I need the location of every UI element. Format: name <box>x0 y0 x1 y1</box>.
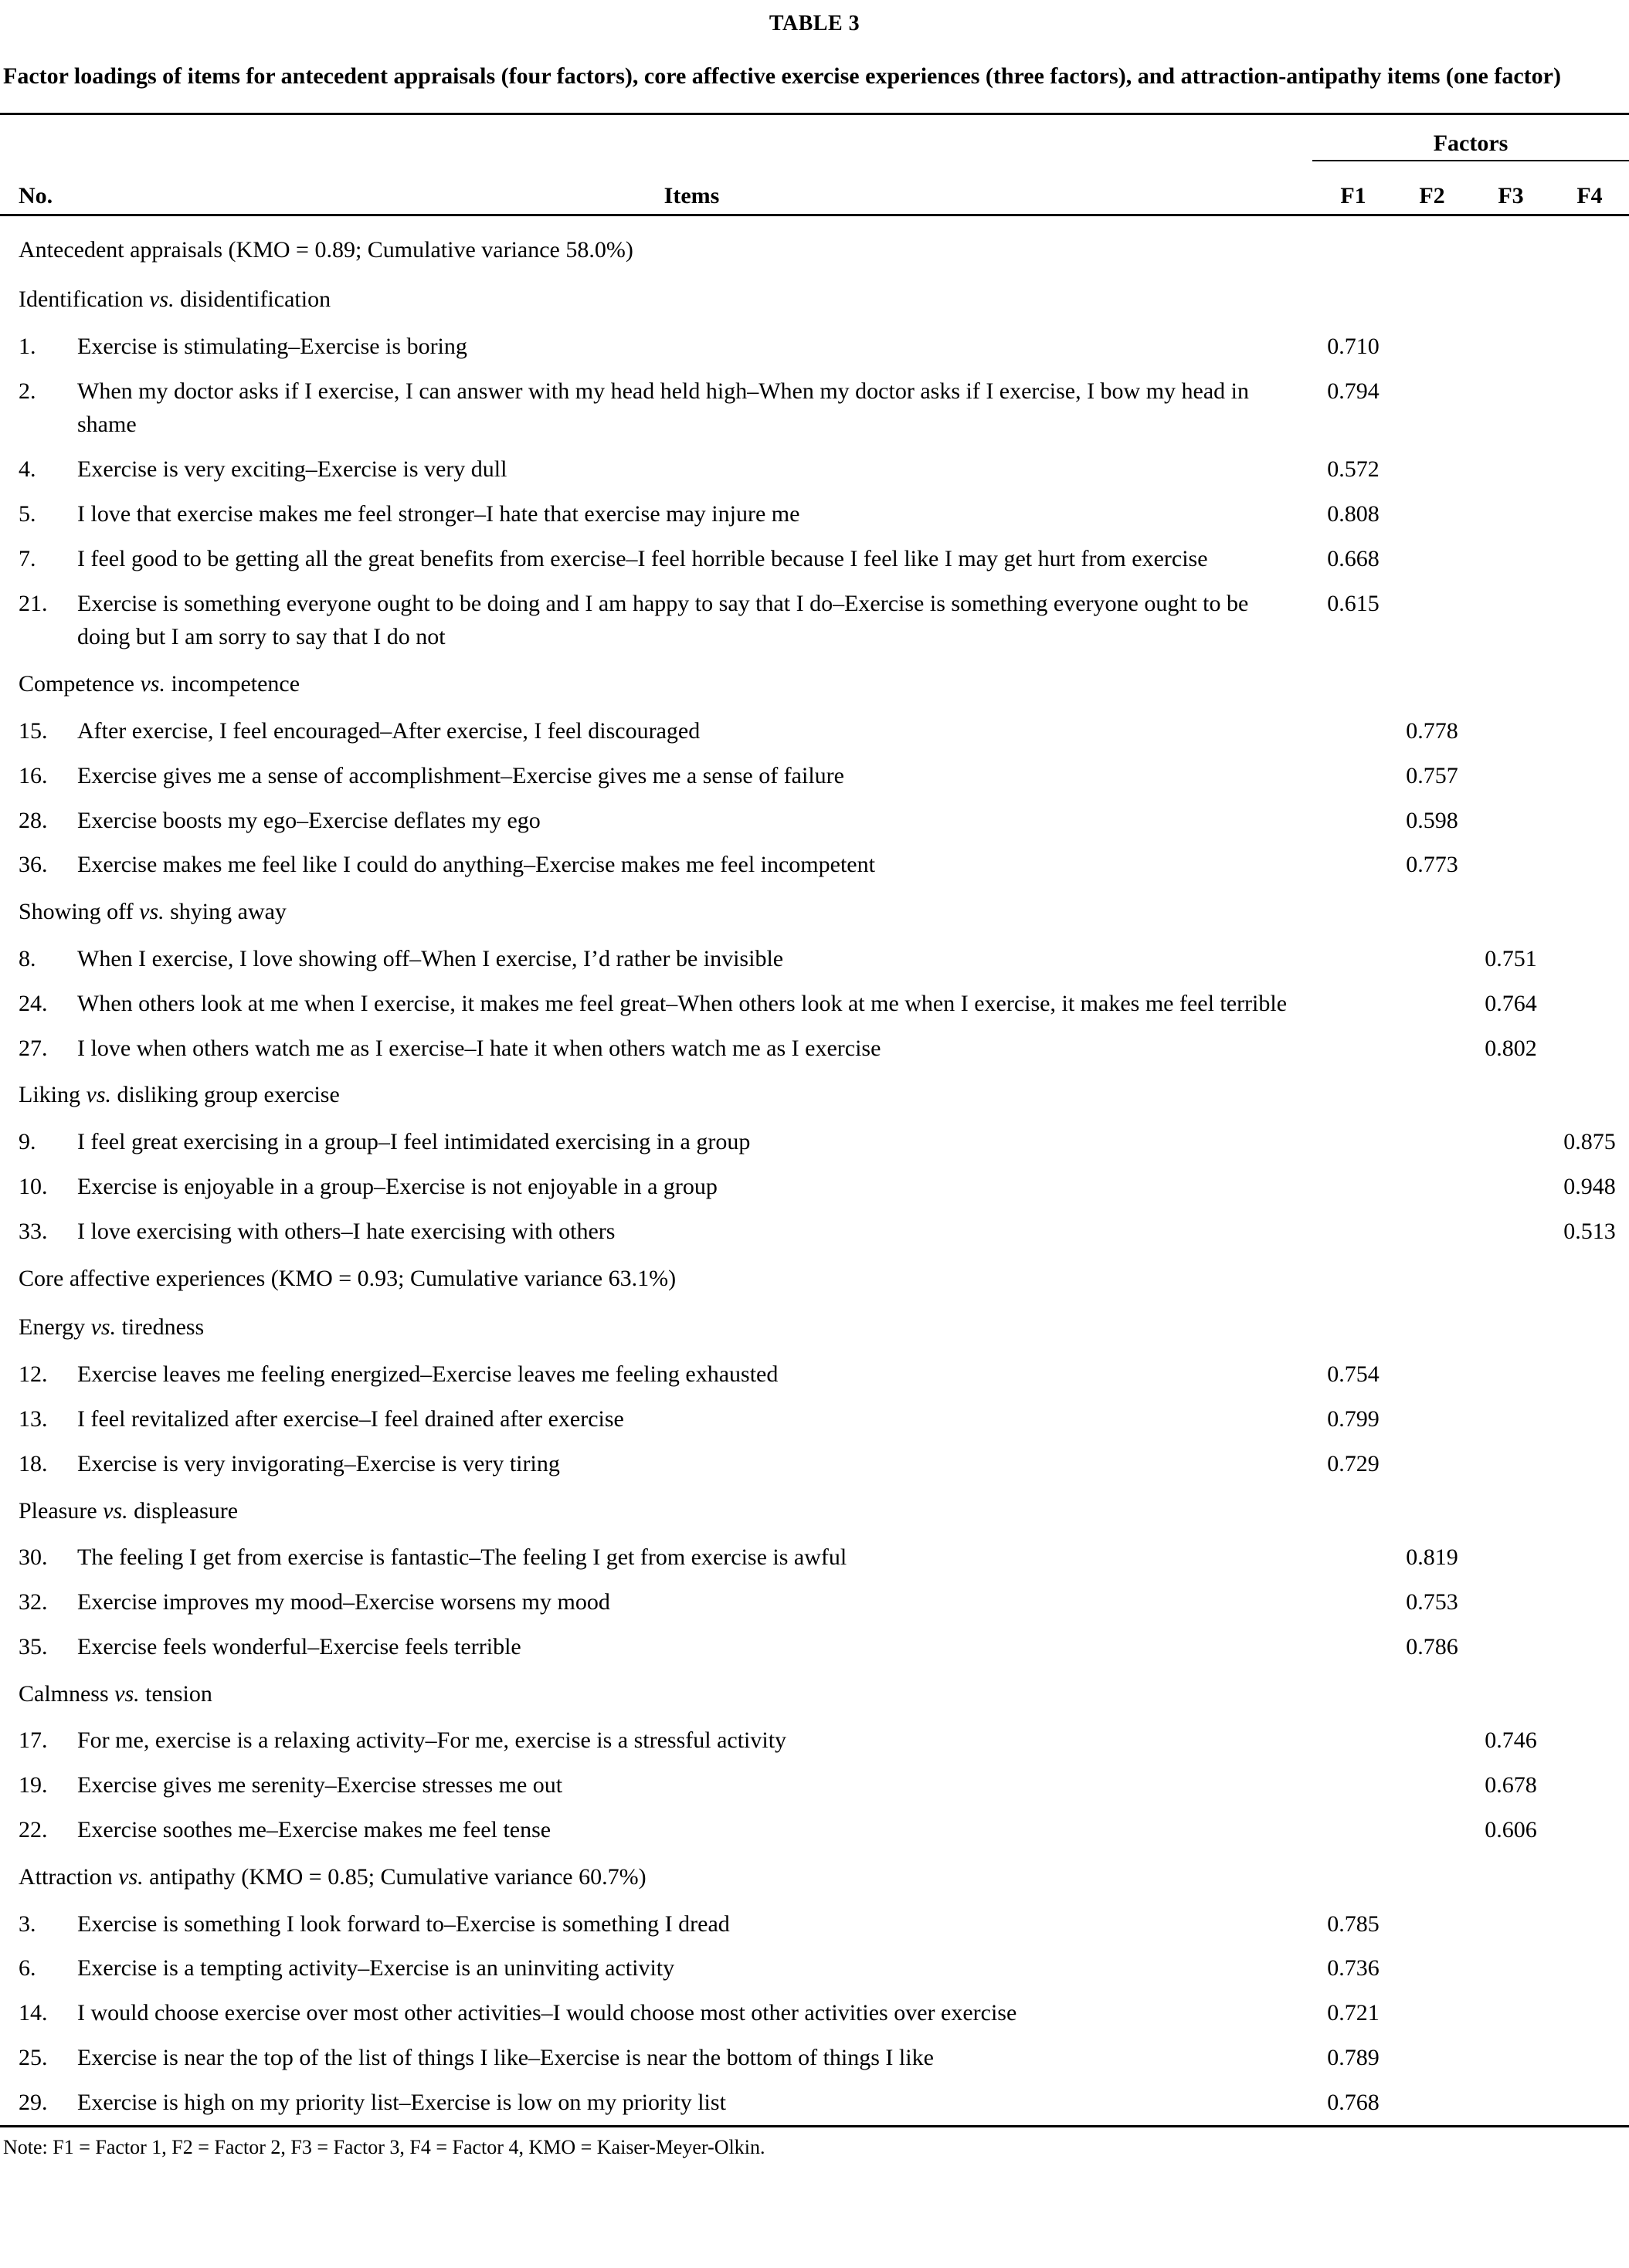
row-number: 15. <box>19 717 48 744</box>
factors-group-rule <box>0 160 1629 161</box>
table-row <box>0 798 1629 843</box>
row-number: 28. <box>19 807 48 833</box>
table-caption: Factor loadings of items for antecedent appraisals (four factors), core affective exercise experiences (three factors), and attraction-antipathy items (one factor) <box>3 63 1561 89</box>
section-heading-text: Attraction <box>19 1863 119 1890</box>
factors-group-header-row <box>0 115 1629 160</box>
row-loading-f1: 0.710 <box>1327 333 1380 359</box>
table-row <box>0 937 1629 981</box>
factors-rule-line <box>1312 160 1629 161</box>
section-heading-vs: vs. <box>86 1082 111 1108</box>
table-row <box>0 324 1629 369</box>
column-header-f4: F4 <box>1576 183 1603 209</box>
row-item-text: I love that exercise makes me feel stronger–I hate that exercise may injure me <box>77 500 800 527</box>
table-row <box>0 537 1629 581</box>
section-heading <box>0 887 1629 937</box>
table-row <box>0 1946 1629 1991</box>
row-item-text: When others look at me when I exercise, it makes me feel great–When others look at me when I exercise, it makes me feel terrible <box>77 990 1288 1016</box>
row-number: 5. <box>19 500 36 527</box>
row-number: 8. <box>19 945 36 971</box>
row-number: 2. <box>19 378 36 404</box>
row-item-text: I love exercising with others–I hate exercising with others <box>77 1218 616 1244</box>
row-loading-f3: 0.678 <box>1485 1772 1537 1798</box>
section-heading-tail: disidentification <box>174 286 331 312</box>
row-item-text: Exercise gives me a sense of accomplishment–Exercise gives me a sense of failure <box>77 762 844 788</box>
section-heading-tail: shying away <box>164 899 287 925</box>
table-row <box>0 369 1629 448</box>
section-heading-tail: displeasure <box>127 1497 239 1524</box>
row-item-text: The feeling I get from exercise is fantastic–The feeling I get from exercise is awful <box>77 1544 847 1571</box>
section-heading-vs: vs. <box>140 671 165 697</box>
row-loading-f2: 0.773 <box>1406 852 1458 878</box>
section-heading-text: Competence <box>19 671 141 697</box>
row-number: 6. <box>19 1955 36 1982</box>
table-row <box>0 1625 1629 1670</box>
row-loading-f3: 0.746 <box>1485 1727 1537 1754</box>
row-loading-f2: 0.598 <box>1406 807 1458 833</box>
section-heading <box>0 225 1629 275</box>
row-item-text: I feel revitalized after exercise–I feel drained after exercise <box>77 1405 624 1432</box>
table-row <box>0 1763 1629 1808</box>
row-item-text: Exercise is a tempting activity–Exercise is an uninviting activity <box>77 1955 675 1982</box>
section-heading-vs: vs. <box>114 1680 140 1707</box>
table-row <box>0 1991 1629 2036</box>
row-number: 32. <box>19 1589 48 1615</box>
row-loading-f2: 0.786 <box>1406 1633 1458 1659</box>
row-item-text: Exercise is very exciting–Exercise is very dull <box>77 456 507 483</box>
row-item-text: I feel great exercising in a group–I feel intimidated exercising in a group <box>77 1129 751 1155</box>
row-item-text: Exercise is very invigorating–Exercise is very tiring <box>77 1450 560 1476</box>
table-row <box>0 754 1629 798</box>
row-loading-f3: 0.606 <box>1485 1817 1537 1843</box>
section-heading-tail: tiredness <box>116 1314 205 1341</box>
row-item-text: Exercise feels wonderful–Exercise feels terrible <box>77 1633 521 1659</box>
table-row <box>0 1535 1629 1580</box>
section-heading-text: Energy <box>19 1314 91 1341</box>
row-number: 27. <box>19 1035 48 1061</box>
section-heading-tail: tension <box>139 1680 212 1707</box>
row-number: 16. <box>19 762 48 788</box>
row-number: 7. <box>19 545 36 571</box>
row-loading-f2: 0.753 <box>1406 1589 1458 1615</box>
section-heading <box>0 659 1629 709</box>
row-loading-f4: 0.513 <box>1563 1218 1616 1244</box>
row-item-text: Exercise is enjoyable in a group–Exercise is not enjoyable in a group <box>77 1173 718 1199</box>
row-loading-f2: 0.757 <box>1406 762 1458 788</box>
row-item-text: After exercise, I feel encouraged–After exercise, I feel discouraged <box>77 717 701 744</box>
row-loading-f2: 0.778 <box>1406 717 1458 744</box>
table-row <box>0 1580 1629 1625</box>
row-loading-f1: 0.736 <box>1327 1955 1380 1982</box>
row-item-text: I feel good to be getting all the great benefits from exercise–I feel horrible because I feel like I may get hurt from exercise <box>77 545 1208 571</box>
row-item-text: Exercise leaves me feeling energized–Exercise leaves me feeling exhausted <box>77 1361 779 1388</box>
section-heading-vs: vs. <box>149 286 175 312</box>
section-heading <box>0 1487 1629 1536</box>
row-loading-f2: 0.819 <box>1406 1544 1458 1571</box>
table-body <box>0 216 1629 2124</box>
section-heading-text: Showing off <box>19 899 140 925</box>
section-heading <box>0 275 1629 324</box>
table-row <box>0 1026 1629 1071</box>
row-item-text: When I exercise, I love showing off–When I exercise, I’d rather be invisible <box>77 945 784 971</box>
row-item-text: Exercise is something everyone ought to be doing and I am happy to say that I do–Exercise is something everyone ought to be doing but I am sorry to say that I do not <box>77 590 1249 650</box>
row-item-text: Exercise is high on my priority list–Exercise is low on my priority list <box>77 2089 726 2115</box>
section-heading-text: Liking <box>19 1082 87 1108</box>
row-loading-f3: 0.751 <box>1485 945 1537 971</box>
row-number: 1. <box>19 333 36 359</box>
row-number: 14. <box>19 2000 48 2026</box>
row-item-text: Exercise is stimulating–Exercise is boring <box>77 333 467 359</box>
row-loading-f1: 0.768 <box>1327 2089 1380 2115</box>
row-number: 21. <box>19 590 48 616</box>
row-number: 25. <box>19 2045 48 2071</box>
row-loading-f1: 0.794 <box>1327 378 1380 404</box>
section-heading-vs: vs. <box>103 1497 128 1524</box>
table-header <box>0 115 1629 214</box>
row-loading-f1: 0.785 <box>1327 1910 1380 1937</box>
row-loading-f4: 0.948 <box>1563 1173 1616 1199</box>
table-row <box>0 1902 1629 1947</box>
row-number: 30. <box>19 1544 48 1571</box>
row-loading-f1: 0.668 <box>1327 545 1380 571</box>
table-row <box>0 1165 1629 1209</box>
section-heading-text: Pleasure <box>19 1497 104 1524</box>
row-loading-f3: 0.764 <box>1485 990 1537 1016</box>
row-item-text: Exercise is something I look forward to–Exercise is something I dread <box>77 1910 730 1937</box>
row-number: 19. <box>19 1772 48 1798</box>
column-header-no: No. <box>19 183 53 209</box>
row-item-text: Exercise improves my mood–Exercise worsens my mood <box>77 1589 610 1615</box>
column-header-f1: F1 <box>1340 183 1366 209</box>
section-heading-vs: vs. <box>90 1314 117 1341</box>
table-row <box>0 1209 1629 1254</box>
row-number: 12. <box>19 1361 48 1388</box>
section-heading <box>0 1070 1629 1120</box>
row-loading-f1: 0.754 <box>1327 1361 1380 1388</box>
section-heading <box>0 1853 1629 1902</box>
row-number: 35. <box>19 1633 48 1659</box>
table-row <box>0 581 1629 660</box>
table-row <box>0 842 1629 887</box>
section-heading-text: Core affective experiences (KMO = 0.93; Cumulative variance 63.1%) <box>19 1265 677 1291</box>
row-number: 17. <box>19 1727 48 1754</box>
row-item-text: Exercise is near the top of the list of things I like–Exercise is near the bottom of things I like <box>77 2045 934 2071</box>
factors-group-label: Factors <box>1433 131 1509 157</box>
table-row <box>0 1808 1629 1853</box>
table-row <box>0 447 1629 492</box>
row-loading-f1: 0.721 <box>1327 2000 1380 2026</box>
table-row <box>0 1352 1629 1397</box>
section-heading-text: Calmness <box>19 1680 115 1707</box>
row-number: 3. <box>19 1910 36 1937</box>
row-number: 33. <box>19 1218 48 1244</box>
section-heading-vs: vs. <box>118 1863 144 1890</box>
row-number: 24. <box>19 990 48 1016</box>
row-loading-f1: 0.729 <box>1327 1450 1380 1476</box>
row-number: 18. <box>19 1450 48 1476</box>
row-loading-f1: 0.799 <box>1327 1405 1380 1432</box>
section-heading <box>0 1670 1629 1719</box>
factors-rule-spacer <box>0 160 1312 161</box>
row-item-text: When my doctor asks if I exercise, I can answer with my head held high–When my doctor asks if I exercise, I bow my head in shame <box>77 378 1250 438</box>
row-number: 10. <box>19 1173 48 1199</box>
row-loading-f1: 0.615 <box>1327 590 1380 616</box>
section-heading-text: Antecedent appraisals (KMO = 0.89; Cumulative variance 58.0%) <box>19 237 633 263</box>
table-row <box>0 1442 1629 1487</box>
row-loading-f4: 0.875 <box>1563 1129 1616 1155</box>
table-row <box>0 1397 1629 1442</box>
table-number: TABLE 3 <box>769 12 860 36</box>
row-loading-f1: 0.789 <box>1327 2045 1380 2071</box>
row-number: 13. <box>19 1405 48 1432</box>
section-heading <box>0 1254 1629 1304</box>
row-loading-f3: 0.802 <box>1485 1035 1537 1061</box>
row-number: 4. <box>19 456 36 483</box>
column-header-f3: F3 <box>1498 183 1524 209</box>
section-heading-tail: disliking group exercise <box>111 1082 340 1108</box>
row-loading-f1: 0.572 <box>1327 456 1380 483</box>
row-item-text: Exercise soothes me–Exercise makes me feel tense <box>77 1817 551 1843</box>
row-item-text: Exercise makes me feel like I could do anything–Exercise makes me feel incompetent <box>77 852 875 878</box>
table-row <box>0 2080 1629 2125</box>
table-row <box>0 2036 1629 2080</box>
table-note: Note: F1 = Factor 1, F2 = Factor 2, F3 = Factor 3, F4 = Factor 4, KMO = Kaiser-Meyer-Olkin. <box>3 2135 765 2158</box>
column-header-row <box>0 161 1629 214</box>
section-heading-text: Identification <box>19 286 150 312</box>
table-row <box>0 1718 1629 1763</box>
column-header-f2: F2 <box>1419 183 1445 209</box>
row-item-text: Exercise gives me serenity–Exercise stresses me out <box>77 1772 563 1798</box>
row-item-text: Exercise boosts my ego–Exercise deflates my ego <box>77 807 541 833</box>
section-heading-tail: incompetence <box>165 671 300 697</box>
section-heading-tail: antipathy (KMO = 0.85; Cumulative variance 60.7%) <box>143 1863 647 1890</box>
row-loading-f1: 0.808 <box>1327 500 1380 527</box>
row-number: 9. <box>19 1129 36 1155</box>
row-number: 22. <box>19 1817 48 1843</box>
row-number: 36. <box>19 852 48 878</box>
row-item-text: I love when others watch me as I exercise–I hate it when others watch me as I exercise <box>77 1035 881 1061</box>
column-header-items: Items <box>663 183 720 209</box>
section-heading <box>0 1303 1629 1352</box>
row-number: 29. <box>19 2089 48 2115</box>
table-row <box>0 492 1629 537</box>
table-row <box>0 1120 1629 1165</box>
row-item-text: For me, exercise is a relaxing activity–For me, exercise is a stressful activity <box>77 1727 787 1754</box>
table-row <box>0 981 1629 1026</box>
table-row <box>0 709 1629 754</box>
row-item-text: I would choose exercise over most other activities–I would choose most other activities over exercise <box>77 2000 1017 2026</box>
section-heading-vs: vs. <box>139 899 165 925</box>
